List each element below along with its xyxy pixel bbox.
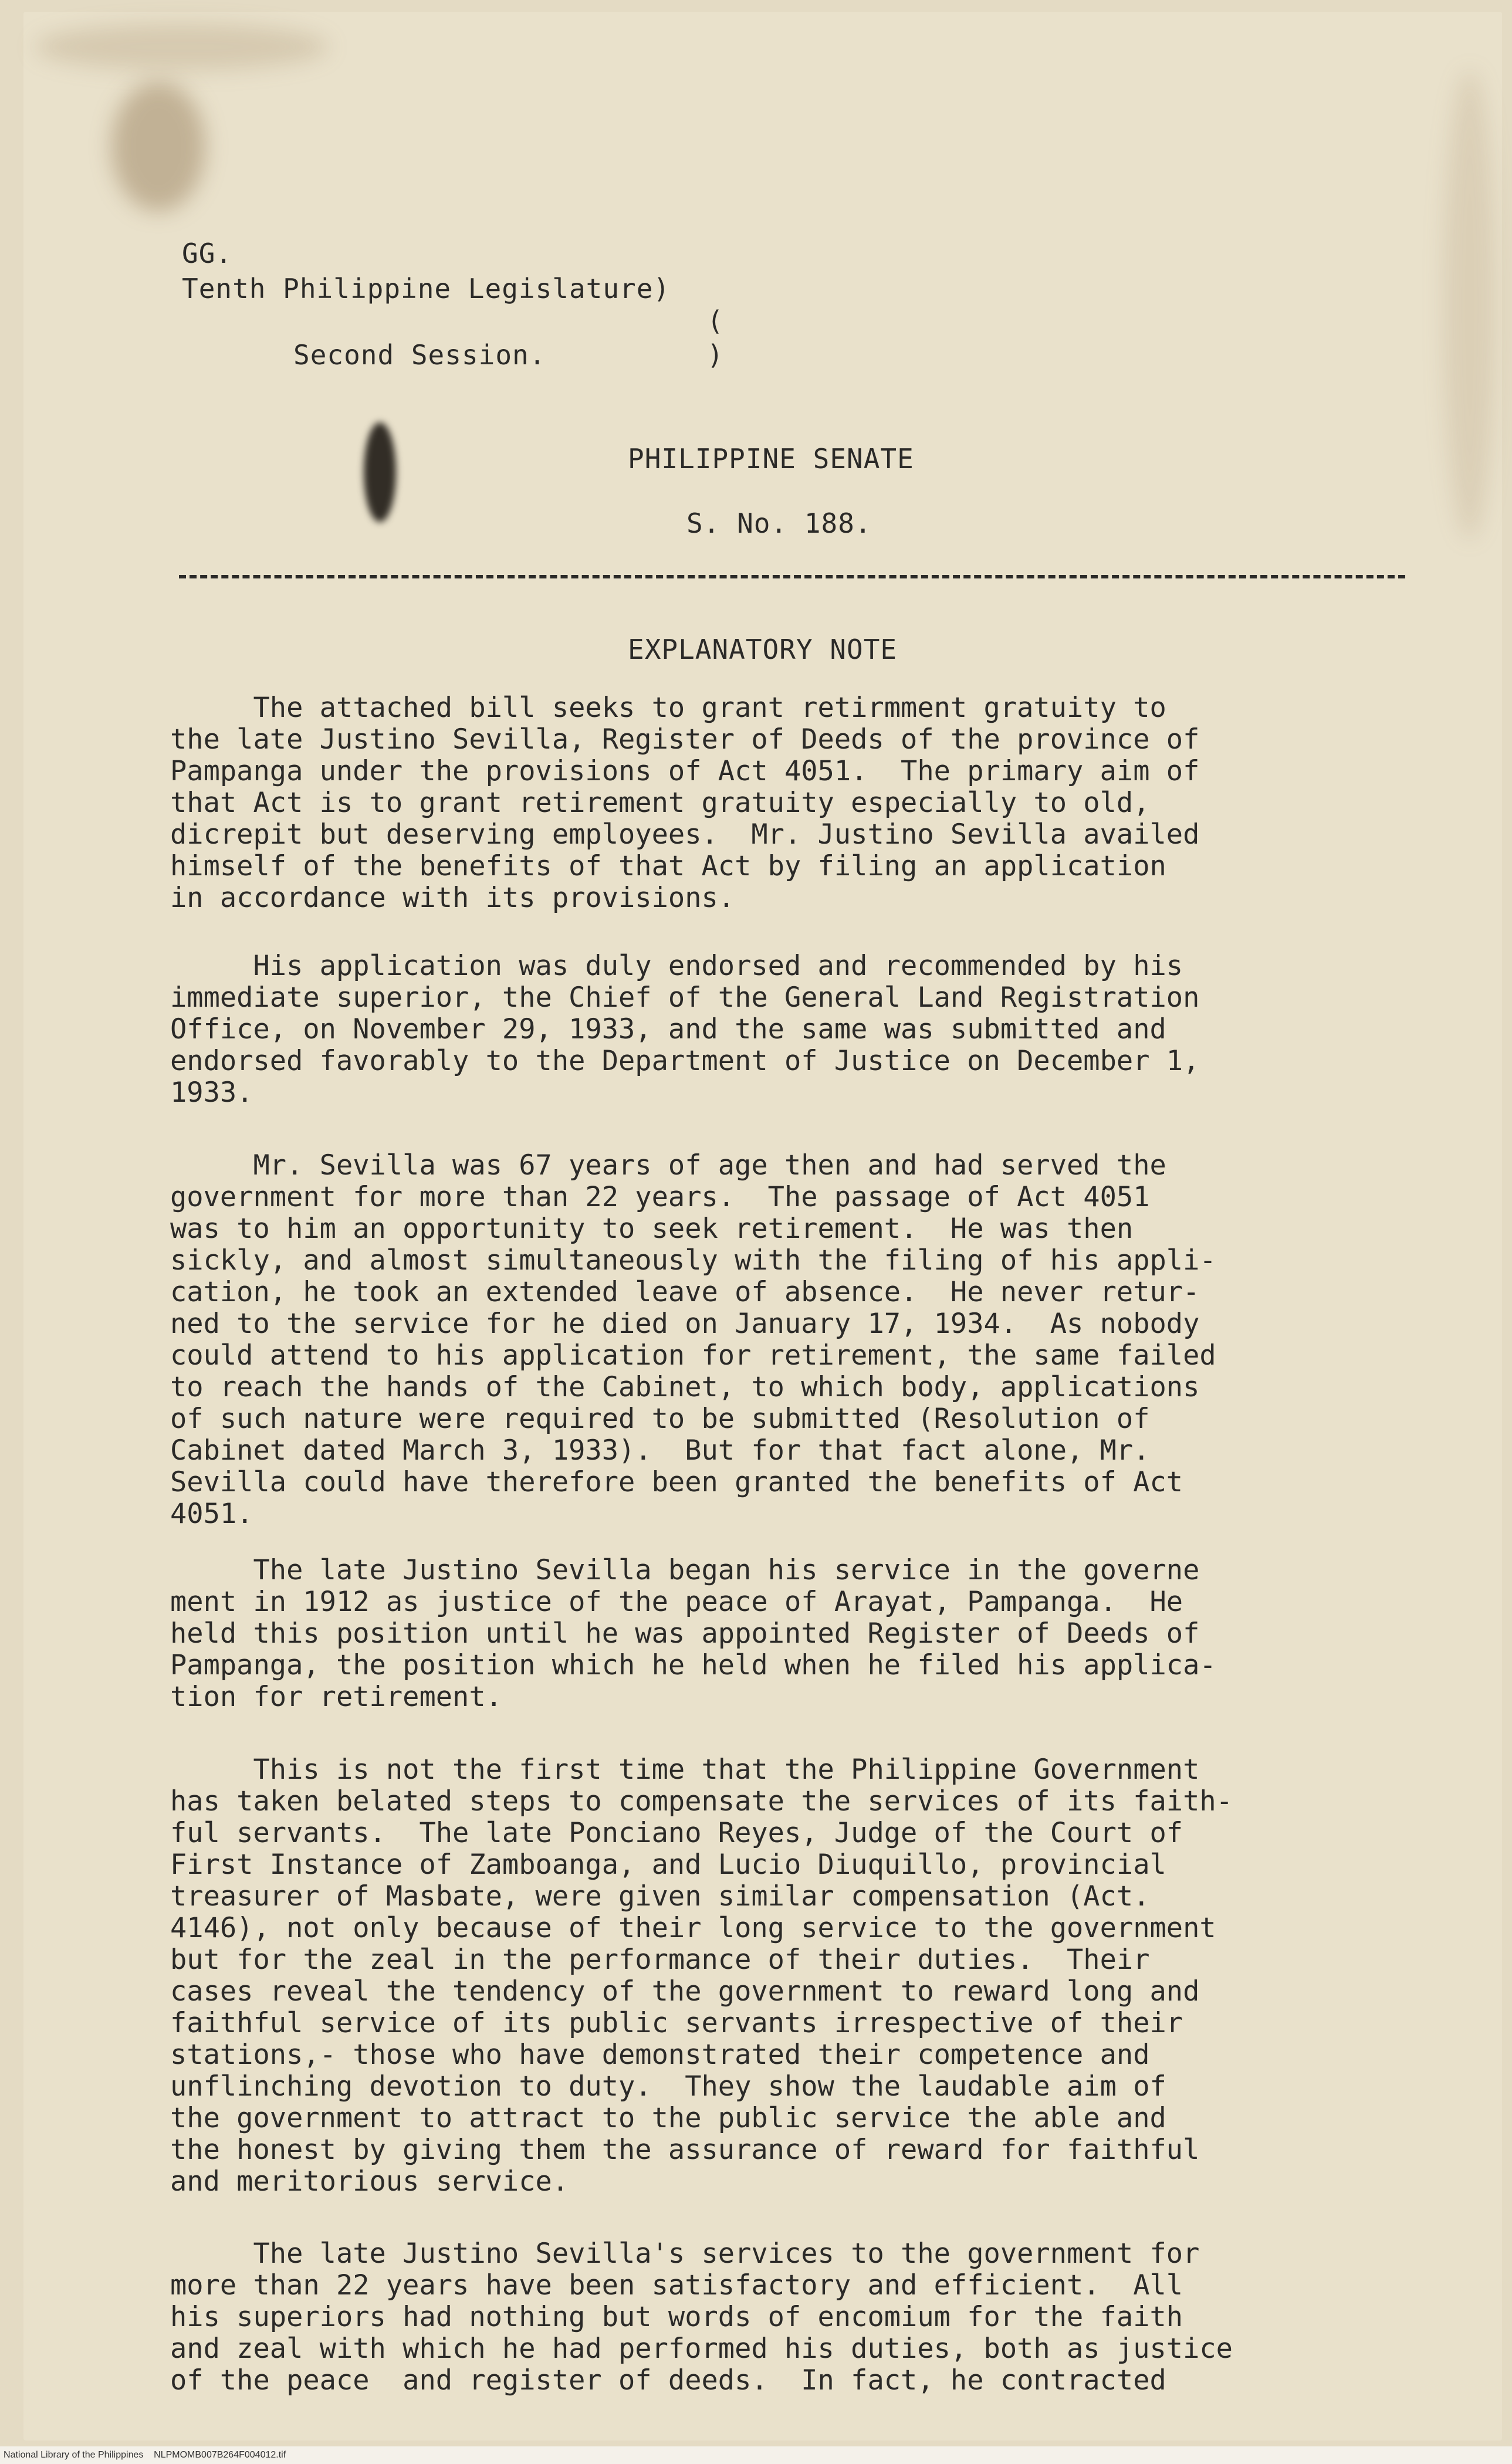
stain-top-edge [35, 23, 329, 70]
header-paren-close: ) [707, 339, 724, 371]
header-code: GG. [182, 238, 233, 269]
dashed-separator [179, 575, 1405, 582]
explanatory-note-title: EXPLANATORY NOTE [628, 634, 898, 665]
paragraph-6: The late Justino Sevilla's services to the government for more than 22 years have been satisfactory and efficient. All his superiors had nothing but words of encomium for the faith and zeal with which he had performed his duties, both as justice of the peace and register of deeds. In fact, he contracted [170, 2238, 1233, 2397]
paragraph-5: This is not the first time that the Philippine Government has taken belated steps to compensate the services of its faith- ful servants. The late Ponciano Reyes, Judge of the Court of First Instance of Zamboanga, and Lucio Diuquillo, provincial treasurer of Masbate, were given similar compensation (Act. 4146), not only because of their long service to the government but for the zeal in the performance of their duties. Their cases reveal the tendency of the government to reward long and faithful service of its public servants irrespective of their stations,- those who have demonstrated their competence and unflinching devotion to duty. They show the laudable aim of the government to attract to the public service the able and the honest by giving them the assurance of reward for faithful and meritorious service. [170, 1754, 1233, 2198]
header-legislature: Tenth Philippine Legislature) [182, 273, 671, 304]
file-id: NLPMOMB007B264F004012.tif [154, 2450, 286, 2460]
stain-top-left [111, 82, 205, 211]
header-session: Second Session. [293, 339, 546, 371]
bill-number: S. No. 188. [686, 507, 872, 539]
paragraph-1: The attached bill seeks to grant retirmment gratuity to the late Justino Sevilla, Register of Deeds of the province of Pampanga under the provisions of Act 4051. The primary aim of that Act is to grant retirement gratuity especially to old, dicrepit but deserving employees. Mr. Justino Sevilla availed himself of the benefits of that Act by filing an application in accordance with its provisions. [170, 692, 1200, 914]
ink-blot [364, 422, 396, 522]
senate-heading: PHILIPPINE SENATE [628, 443, 914, 475]
paragraph-4: The late Justino Sevilla began his service in the governe ment in 1912 as justice of the peace of Arayat, Pampanga. He held this position until he was appointed Register of Deeds of Pampanga, the position which he held when he filed his applica- tion for retirement. [170, 1554, 1216, 1713]
archive-label: National Library of the Philippines [4, 2450, 144, 2460]
archive-footer [0, 2446, 1512, 2464]
header-paren-mid: ( [707, 305, 724, 337]
paragraph-3: Mr. Sevilla was 67 years of age then and had served the government for more than 22 years. The passage of Act 4051 was to him an opportunity to seek retirement. He was then sickly, and almost simultaneously with the filing of his appli- cation, he took an extended leave of absence. He never retur- ned to the service for he died on January 17, 1934. As nobody could attend to his application for retirement, the same failed to reach the hands of the Cabinet, to which body, applications of such nature were required to be submitted (Resolution of Cabinet dated March 3, 1933). But for that fact alone, Mr. Sevilla could have therefore been granted the benefits of Act 4051. [170, 1149, 1216, 1530]
paragraph-2: His application was duly endorsed and recommended by his immediate superior, the Chief of the General Land Registration Office, on November 29, 1933, and the same was submitted and endorsed favorably to the Department of Justice on December 1, 1933. [170, 950, 1200, 1109]
stain-right-edge [1443, 70, 1496, 540]
